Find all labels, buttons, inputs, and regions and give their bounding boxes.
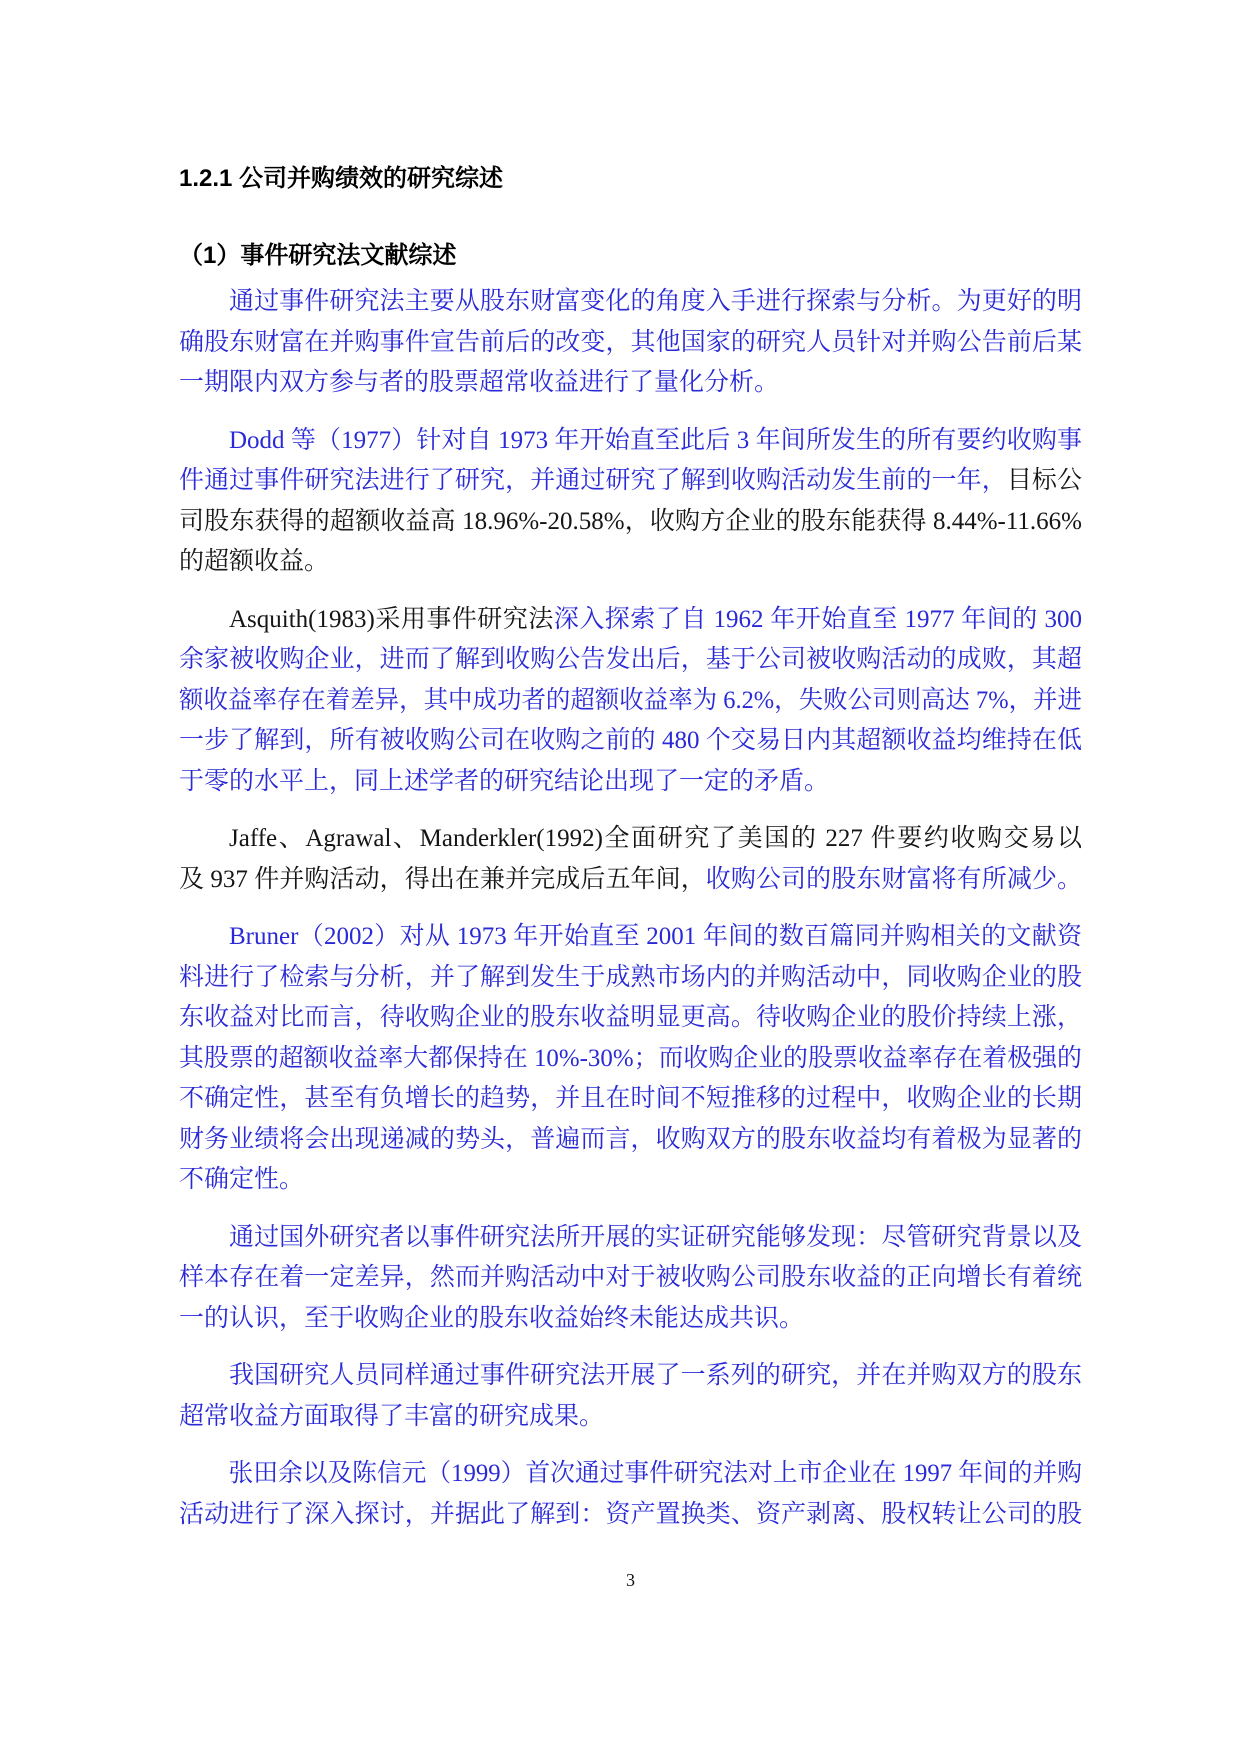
text-line [179, 998, 1082, 1039]
text-segment: 深入探索了自 1962 年开始直至 1977 年间的 300 [553, 605, 1082, 633]
text-segment: 于零的水平上，同上述学者的研究结论出现了一定的矛盾。 [179, 767, 830, 795]
text-line [179, 363, 1082, 404]
subsection-heading: （1）事件研究法文献综述 [179, 242, 457, 269]
paragraph [179, 1218, 1082, 1340]
text-line [179, 1397, 1082, 1438]
text-line [179, 1120, 1082, 1161]
text-line [179, 1299, 1082, 1340]
paragraph [179, 917, 1082, 1201]
paragraph [179, 282, 1082, 404]
text-line [179, 600, 1082, 641]
text-line [179, 958, 1082, 999]
text-segment: 东收益对比而言，待收购企业的股东收益明显更高。待收购企业的股价持续上涨， [179, 1004, 1082, 1031]
text-segment: 一步了解到，所有被收购公司在收购之前的 480 个交易日内其超额收益均维持在低 [179, 727, 1082, 754]
text-segment: 超常收益方面取得了丰富的研究成果。 [179, 1402, 605, 1430]
text-segment: Bruner（2002）对从 1973 年开始直至 2001 年间的数百篇同并购相关的文献资 [229, 923, 1082, 950]
text-line [179, 282, 1082, 323]
paragraph [179, 600, 1082, 803]
text-segment: 司股东获得的超额收益高 18.96%-20.58%，收购方企业的股东能获得 8.44%-11.66% [179, 507, 1082, 535]
text-segment: 我国研究人员同样通过事件研究法开展了一系列的研究，并在并购双方的股东 [229, 1362, 1082, 1389]
text-segment: 收购公司的股东财富将有所减少。 [705, 865, 1082, 893]
text-line [179, 323, 1082, 364]
text-segment: 一期限内双方参与者的股票超常收益进行了量化分析。 [179, 369, 780, 396]
text-line [179, 1039, 1082, 1080]
text-segment: 余家被收购企业，进而了解到收购公告发出后，基于公司被收购活动的成败，其超 [179, 646, 1082, 673]
text-line [179, 502, 1082, 543]
text-segment: Jaffe、Agrawal、Manderkler(1992)全面研究了美国的 227 件要约收购交易以 [229, 825, 1082, 852]
text-segment: 财务业绩将会出现递减的势头，普遍而言，收购双方的股东收益均有着极为显著的 [179, 1125, 1082, 1153]
text-segment: Dodd 等（1977）针对自 1973 年开始直至此后 3 年间所发生的所有要约收购事 [229, 426, 1082, 454]
text-segment: 件通过事件研究法进行了研究，并通过研究了解到收购活动发生前的一年， [179, 467, 1007, 494]
text-line [179, 762, 1082, 803]
text-line [179, 640, 1082, 681]
text-line [179, 917, 1082, 958]
text-line [179, 1079, 1082, 1120]
text-segment: 目标公 [1006, 467, 1082, 494]
paragraph [179, 421, 1082, 583]
text-segment: 额收益率存在着差异，其中成功者的超额收益率为 6.2%，失败公司则高达 7%，并进 [179, 686, 1082, 714]
paragraph [179, 1356, 1082, 1437]
text-line [179, 1356, 1082, 1397]
text-line [179, 1258, 1082, 1299]
text-line [179, 860, 1082, 901]
text-segment: Asquith(1983)采用事件研究法 [229, 605, 554, 633]
text-line [179, 542, 1082, 583]
text-segment: 确股东财富在并购事件宣告前后的改变，其他国家的研究人员针对并购公告前后某 [179, 328, 1082, 356]
paragraph [179, 819, 1082, 900]
text-line [179, 461, 1082, 502]
text-line [179, 1160, 1082, 1201]
text-line [179, 1218, 1082, 1259]
text-line [179, 1454, 1083, 1495]
text-segment: 及 937 件并购活动，得出在兼并完成后五年间， [179, 865, 706, 893]
page-number: 3 [626, 1570, 635, 1590]
text-segment: 一的认识，至于收购企业的股东收益始终未能达成共识。 [179, 1304, 805, 1332]
text-segment: 通过国外研究者以事件研究法所开展的实证研究能够发现：尽管研究背景以及 [229, 1223, 1082, 1251]
text-segment: 不确定性，甚至有负增长的趋势，并且在时间不短推移的过程中，收购企业的长期 [179, 1085, 1082, 1112]
section-body [179, 159, 1082, 1535]
text-line [179, 681, 1082, 722]
text-line [179, 819, 1082, 860]
text-line [179, 421, 1082, 462]
text-segment: 其股票的超额收益率大都保持在 10%-30%；而收购企业的股票收益率存在着极强的 [179, 1044, 1082, 1072]
text-segment: 张田余以及陈信元（1999）首次通过事件研究法对上市企业在 1997 年间的并购 [228, 1460, 1083, 1487]
section-heading: 1.2.1 公司并购绩效的研究综述 [179, 165, 504, 192]
paragraph [179, 1454, 1082, 1535]
text-segment: 样本存在着一定差异，然而并购活动中对于被收购公司股东收益的正向增长有着统 [179, 1264, 1082, 1291]
text-line [179, 1495, 1082, 1536]
text-line [179, 721, 1082, 762]
text-segment: 通过事件研究法主要从股东财富变化的角度入手进行探索与分析。为更好的明 [229, 288, 1082, 315]
text-segment: 料进行了检索与分析，并了解到发生于成熟市场内的并购活动中，同收购企业的股 [179, 963, 1082, 991]
text-segment: 的超额收益。 [179, 548, 330, 575]
text-segment: 不确定性。 [179, 1166, 305, 1193]
paragraph-list [179, 282, 1082, 1535]
text-segment: 活动进行了深入探讨，并据此了解到：资产置换类、资产剥离、股权转让公司的股 [179, 1500, 1082, 1528]
